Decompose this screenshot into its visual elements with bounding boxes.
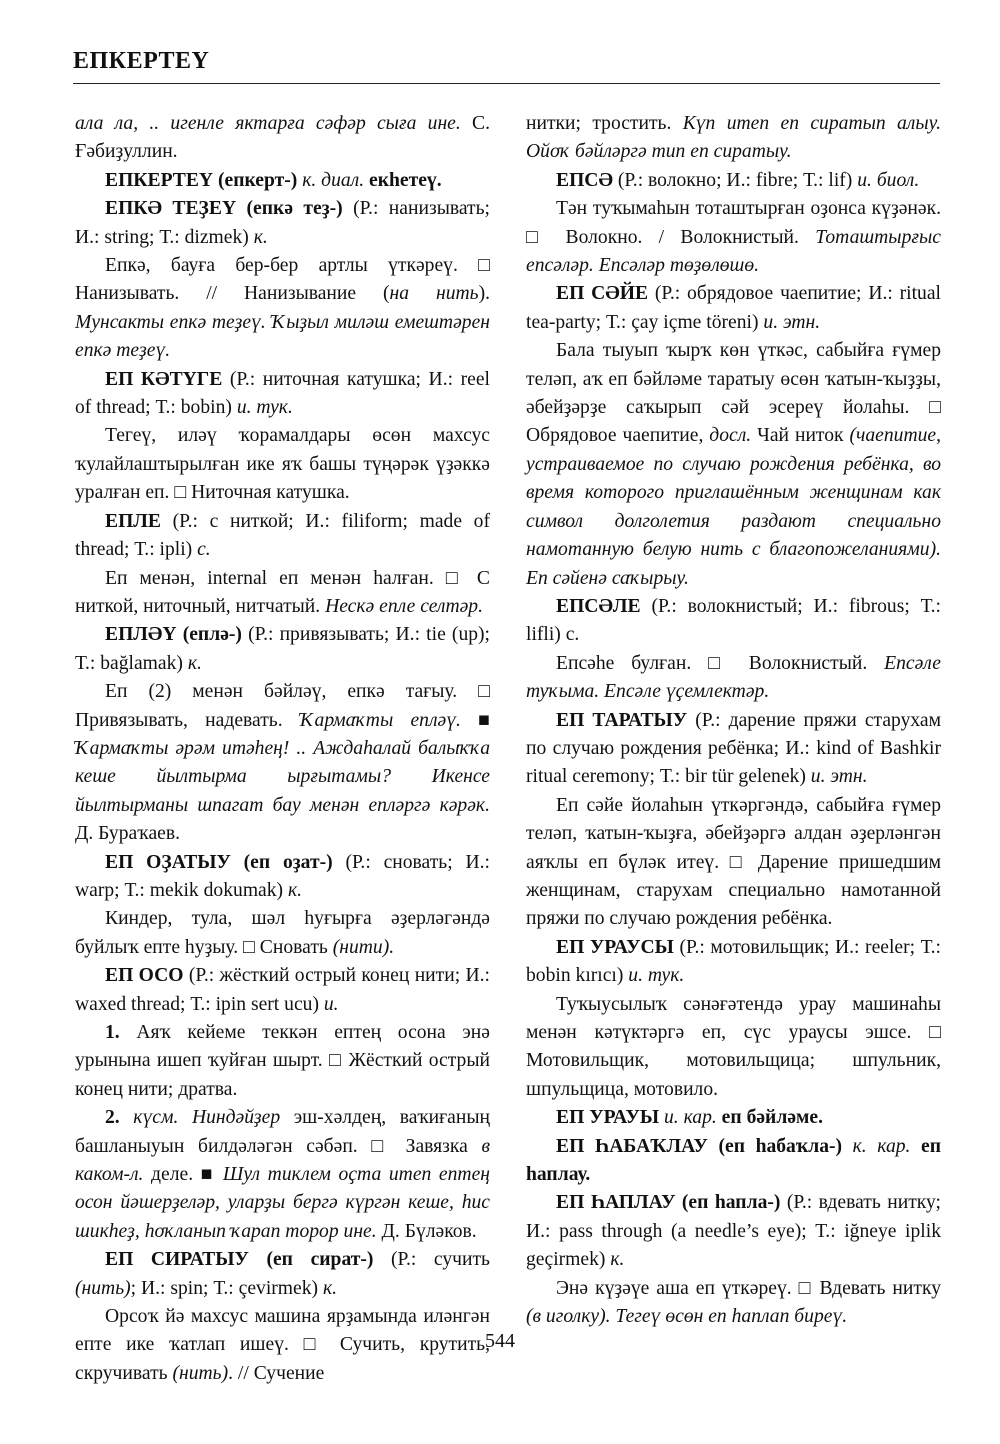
text-run: ■ — [460, 709, 490, 731]
text-run: эш-хәлдең, ваҡиғаның башланыуын билдәләгән сәбәп. □ Завязка — [75, 1107, 490, 1157]
italic-text: в каком-л. — [75, 1135, 491, 1186]
text-run: (Р.: жёсткий острый конец нити; И.: waxed thread; Т.: ipin sert ucu) — [75, 965, 490, 1015]
headword: ЕП КӘТҮГЕ — [105, 368, 223, 390]
italic-text: (нити). — [327, 936, 395, 958]
text-run: Киндер, тула, шәл һуғырға әҙерләгәндә буйлыҡ епте һуҙыу. □ Сновать — [75, 908, 490, 958]
entry-text — [526, 337, 941, 593]
dictionary-entry — [526, 1133, 941, 1190]
headword: ЕП СӘЙЕ — [556, 283, 649, 305]
dictionary-entry — [75, 195, 490, 252]
headword: екһетеү. — [364, 169, 442, 191]
dictionary-entry — [75, 167, 490, 195]
headword: ЕП УРАУСЫ — [556, 936, 674, 958]
italic-text: Тоташтырғыс епсәләр. Епсәләр төҙөлөшө. — [526, 226, 941, 277]
entry-text — [75, 905, 490, 962]
dictionary-entry — [75, 962, 490, 1019]
entry-text — [526, 195, 941, 280]
italic-text: и. кар. — [659, 1107, 717, 1129]
text-run: Еп (2) менән бәйләү, епкә тағыу. □ Привязывать, надевать. — [75, 681, 490, 731]
italic-text: Күп итеп еп сиратып алыу. Ойоҡ бәйләргә тип еп сиратыу. — [526, 113, 941, 163]
entry-text — [526, 650, 941, 707]
text-run: С. Ғәбиҙуллин. — [75, 113, 490, 163]
text-run: (Р.: волокнистый; И.: fibrous; Т.: lifli) с. — [526, 595, 941, 646]
dictionary-entry — [526, 593, 941, 650]
italic-text: Нескә епле селтәр. — [320, 595, 483, 617]
entry-text — [526, 792, 941, 934]
text-run: Д. Бүләков. — [376, 1220, 477, 1242]
italic-text: и. тук. — [231, 397, 293, 419]
dictionary-entry — [526, 707, 941, 792]
text-run: Чай ниток — [751, 425, 844, 447]
italic-text: Мунсакты епкә теҙеү. Ҡыҙыл миләш емештәрен епкә теҙеү. — [75, 311, 490, 362]
text-run: (Р.: с ниткой; И.: filiform; made of thread; Т.: ipli) — [75, 510, 490, 561]
header-rule — [73, 83, 940, 84]
entry-text — [526, 991, 941, 1105]
text-run: Аяҡ кейеме теккән ептең осона энә урынына ишеп ҡуйған шырт. □ Жёсткий острый конец нити; дратва. — [75, 1022, 490, 1100]
text-run: Энә күҙәүе аша еп үткәреү. □ Вдевать нитку — [556, 1277, 941, 1299]
italic-text: к. — [605, 1249, 625, 1271]
text-run: . // Сучение — [228, 1362, 325, 1384]
italic-text: (нить) — [167, 1362, 229, 1384]
dictionary-entry — [526, 1104, 941, 1132]
headword: ЕПСӘЛЕ — [556, 595, 641, 617]
headword: ЕПЛӘҮ (еплә-) — [105, 624, 242, 646]
dictionary-entry — [75, 366, 490, 423]
text-run: (Р.: сучить — [373, 1249, 490, 1271]
dictionary-entry — [75, 849, 490, 906]
entry-text — [75, 422, 490, 507]
italic-text: (чаепитие, устраиваемое по случаю рождения ребёнка, во время которого приглашённым женщинам как символ долголетия раздают специально намотанную белую нить с благопожеланиями). Еп сәйенә саҡырыу. — [526, 425, 942, 589]
italic-text: ала ла, .. игенле яктарға сәфәр сыға ине. — [75, 113, 461, 134]
text-run: (Р.: нанизывать; И.: string; Т.: dizmek) — [75, 198, 490, 248]
text-run: ; И.: spin; Т.: çevirmek) — [130, 1277, 319, 1299]
entry-text — [526, 1275, 941, 1332]
text-run: Епкә, бауға бер-бер артлы үткәреү. □ Нанизывать. // Нанизывание ( — [75, 255, 490, 305]
italic-text: и. этн. — [758, 311, 821, 333]
entry-text — [526, 110, 941, 167]
italic-text: к. — [318, 1277, 338, 1299]
headword: ЕПСӘ — [556, 169, 613, 191]
italic-text: к. — [283, 879, 303, 901]
text-run: Еп менән, internal еп менән һалған. □ С ниткой, ниточный, нитчатый. — [75, 567, 490, 617]
text-run: Туҡыусылыҡ сәнәғәтендә урау машинаһы менән кәтүктәргә еп, сүс ураусы эшсе. □ Мотовильщик, мотовильщица; шпульник, шпульщица, мотовило. — [526, 993, 941, 1100]
headword: ЕП СИРАТЫУ (еп сират-) — [105, 1249, 374, 1271]
text-run: деле. ■ — [143, 1164, 216, 1186]
text-run: (Р.: сновать; И.: warp; Т.: mekik dokumak) — [75, 851, 490, 901]
italic-text: күсм. Ниндәйҙер — [119, 1107, 281, 1129]
italic-text: Ҡармаҡты епләү. — [282, 709, 461, 731]
italic-text: (в иголку). Тегеү өсөн еп һаплап биреү. — [526, 1306, 848, 1328]
headword: ЕП ҺАБАҠЛАУ (еп һабаҡла-) — [556, 1135, 843, 1157]
text-run: Еп сәйе йолаһын үткәргәндә, сабыйға ғүмер теләп, ҡатын-ҡыҙға, әбейҙәргә алдан әҙерләнгән аяҡлы еп бүләк итеү. □ Дарение пришедшим женщинам, старухам специально намотанной пряжи по случаю рождения ребёнка. — [526, 794, 941, 930]
headword: ЕПКЕРТЕҮ (епкерт-) — [105, 169, 298, 191]
text-run: (Р.: мотовильщик; И.: reeler; Т.: bobin kırıcı) — [526, 936, 941, 987]
text-run: (Р.: обрядовое чаепитие; И.: ritual tea-party; Т.: çay içme töreni) — [526, 283, 941, 333]
italic-text: и. тук. — [623, 965, 685, 987]
italic-text: Ҡармаҡты әрәм итәһең! .. Аждаһалай балыҡҡа кеше йылтырма ырғытамы? Икенсе йылтырманы шпагат бау менән епләргә кәрәк. — [75, 737, 490, 816]
text-run: (Р.: вдевать нитку; И.: pass through (a needle’s eye); Т.: iğneye iplik geçirmek) — [526, 1192, 941, 1271]
headword: ЕП УРАУЫ — [556, 1107, 660, 1129]
italic-text: к. — [182, 652, 202, 674]
entry-text — [75, 1019, 490, 1104]
headword: ЕПЛЕ — [105, 510, 161, 532]
entry-text — [75, 565, 490, 622]
entry-text — [75, 1104, 490, 1246]
headword: ЕП ҺАПЛАУ (еп һапла-) — [556, 1192, 781, 1214]
text-run: Епсәһе булған. □ Волокнистый. — [556, 652, 868, 674]
page-number: 544 — [485, 1330, 515, 1352]
text-run: (Р.: привязывать; И.: tie (up); Т.: bağlamak) — [75, 624, 491, 674]
italic-text: к. кар. — [842, 1135, 911, 1157]
dictionary-entry — [75, 621, 490, 678]
headword: ЕП ОҘАТЫУ (еп оҙат-) — [105, 851, 333, 873]
italic-text: и. — [318, 993, 339, 1015]
headword: еп бәйләме. — [716, 1107, 823, 1129]
headword: 1. — [105, 1022, 120, 1043]
entry-text — [75, 252, 490, 366]
italic-text: с. — [192, 539, 211, 561]
italic-text: Епсәле туҡыма. Епсәле үҫемлектәр. — [526, 652, 941, 703]
text-run: Тегеү, иләү ҡорамалдары өсөн махсус ҡулайлаштырылған ике яҡ башы түңәрәк үҙәккә уралған еп. □ Ниточная катушка. — [75, 425, 490, 504]
italic-text: к. — [248, 226, 268, 248]
italic-text: к. диал. — [297, 169, 365, 191]
italic-text: и. этн. — [805, 766, 868, 788]
dictionary-entry — [526, 934, 941, 991]
dictionary-entry — [75, 1246, 490, 1303]
dictionary-entry — [526, 1189, 941, 1274]
italic-text: (нить) — [75, 1277, 131, 1299]
italic-text: и. биол. — [852, 169, 920, 191]
italic-text: Шул тиклем оҫта итеп ептең осон йәшерҙеләр, уларҙы бергә күргән кеше, һис шикһеҙ, һоҡланып ҡарап торор ине. — [75, 1164, 490, 1242]
text-run: Орсоҡ йә махсус машина ярҙамында иләнгән епте ике ҡатлап ишеү. □ Сучить, крутить, скручивать — [75, 1306, 490, 1384]
headword: 2. — [105, 1107, 120, 1129]
text-run: ). — [478, 283, 490, 305]
headword: ЕП ОСО — [105, 965, 184, 987]
text-run: Д. Бураҡаев. — [75, 823, 180, 845]
entry-text — [75, 110, 490, 167]
dictionary-entry — [75, 508, 490, 565]
right-column — [526, 110, 941, 1331]
text-run: Тән туҡымаһын тоташтырған оҙонса күҙәнәк. □ Волокно. / Волокнистый. — [526, 198, 941, 248]
text-run: Бала тыуып ҡырҡ көн үткәс, сабыйға ғүмер теләп, аҡ еп бәйләме таратыу өсөн ҡатын-ҡыҙҙы, әбейҙәрҙе саҡырып сәй эсереү йолаһы. □ Обрядовое чаепитие, — [526, 340, 941, 447]
headword: ЕП ТАРАТЫУ — [556, 709, 688, 731]
dictionary-entry — [526, 167, 941, 195]
left-column — [75, 110, 490, 1388]
text-run: нитки; тростить. — [526, 113, 672, 134]
entry-text — [75, 678, 490, 848]
running-header: ЕПКЕРТЕҮ — [73, 48, 210, 74]
dictionary-entry — [526, 280, 941, 337]
headword: ЕПКӘ ТЕҘЕҮ (епкә теҙ-) — [105, 198, 343, 220]
italic-text: досл. — [703, 425, 752, 447]
text-run: (Р.: дарение пряжи старухам по случаю рождения ребёнка; И.: kind of Bashkir ritual ceremony; Т.: bir tür gelenek) — [526, 709, 942, 788]
text-run: (Р.: волокно; И.: fibre; Т.: lif) — [612, 169, 853, 191]
italic-text: на нить — [389, 283, 479, 305]
text-run: (Р.: ниточная катушка; И.: reel of thread; Т.: bobin) — [75, 368, 490, 419]
headword: еп һаплау. — [526, 1135, 941, 1186]
